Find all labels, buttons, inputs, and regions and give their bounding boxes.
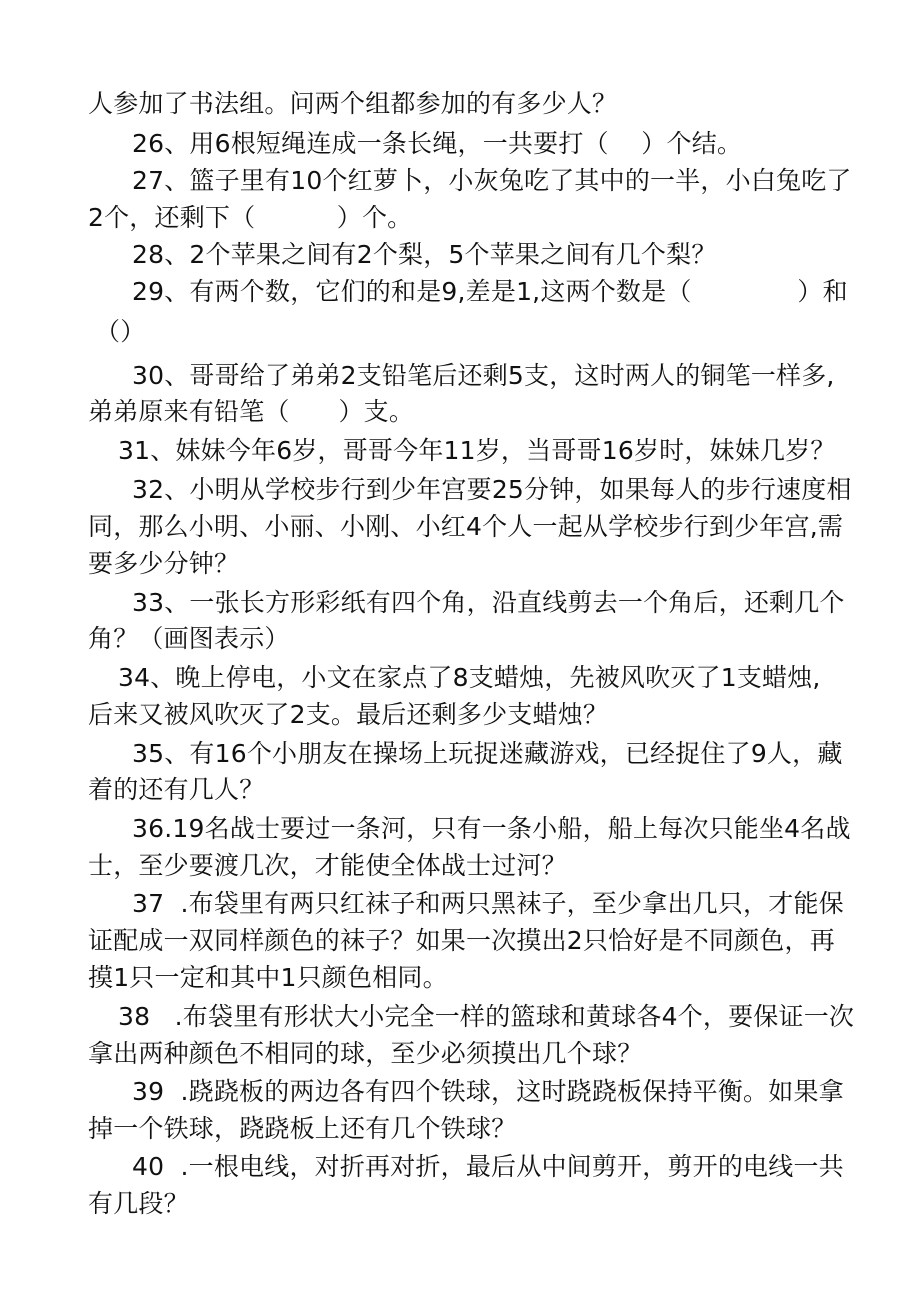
- text-line: 同，那么小明、小丽、小刚、小红4个人一起从学校步行到少年宫,需: [88, 512, 844, 541]
- question-35: 35、有16个小朋友在操场上玩捉迷藏游戏，已经捉住了9人，藏: [132, 739, 843, 768]
- question-29: 29、有两个数，它们的和是9,差是1,这两个数是（ ）和: [132, 277, 848, 306]
- question-34: 34、晚上停电，小文在家点了8支蜡烛，先被风吹灭了1支蜡烛,: [118, 663, 821, 692]
- text-line: 着的还有几人？: [88, 775, 265, 804]
- text-line: 2个，还剩下（ ）个。: [88, 203, 413, 232]
- question-28: 28、2个苹果之间有2个梨，5个苹果之间有几个梨？: [132, 240, 717, 269]
- text-line: 角？（画图表示）: [88, 624, 290, 653]
- text-line: 证配成一双同样颜色的袜子？如果一次摸出2只恰好是不同颜色，再: [88, 926, 835, 955]
- text-line: 士，至少要渡几次，才能使全体战士过河？: [88, 851, 567, 880]
- question-30: 30、哥哥给了弟弟2支铅笔后还剩5支，这时两人的铜笔一样多,: [132, 361, 835, 390]
- text-line: 要多少分钟？: [88, 549, 240, 578]
- question-33: 33、一张长方形彩纸有四个角，沿直线剪去一个角后，还剩几个: [132, 588, 845, 617]
- text-line: 弟弟原来有铅笔（ ）支。: [88, 397, 415, 426]
- question-32: 32、小明从学校步行到少年宫要25分钟，如果每人的步行速度相: [132, 475, 852, 504]
- question-37: 37 .布袋里有两只红袜子和两只黑袜子，至少拿出几只，才能保: [132, 889, 844, 918]
- text-line: 后来又被风吹灭了2支。最后还剩多少支蜡烛？: [88, 700, 609, 729]
- question-40: 40 .一根电线，对折再对折，最后从中间剪开，剪开的电线一共: [132, 1152, 844, 1181]
- question-39: 39 .跷跷板的两边各有四个铁球，这时跷跷板保持平衡。如果拿: [132, 1077, 844, 1106]
- question-36: 36.19名战士要过一条河，只有一条小船，船上每次只能坐4名战: [132, 814, 851, 843]
- question-38: 38 .布袋里有形状大小完全一样的篮球和黄球各4个，要保证一次: [118, 1002, 855, 1031]
- text-line: 拿出两种颜色不相同的球，至少必须摸出几个球？: [88, 1039, 643, 1068]
- text-line: 人参加了书法组。问两个组都参加的有多少人？: [88, 89, 618, 118]
- question-31: 31、妹妹今年6岁，哥哥今年11岁，当哥哥16岁时，妹妹几岁？: [118, 436, 836, 465]
- text-line: （）: [95, 317, 146, 346]
- question-27: 27、篮子里有10个红萝卜，小灰兔吃了其中的一半，小白兔吃了: [132, 166, 852, 195]
- text-line: 摸1只一定和其中1只颜色相同。: [88, 963, 448, 992]
- text-line: 掉一个铁球，跷跷板上还有几个铁球？: [88, 1114, 517, 1143]
- text-line: 有几段？: [88, 1189, 189, 1218]
- question-26: 26、用6根短绳连成一条长绳，一共要打（ ）个结。: [132, 129, 743, 158]
